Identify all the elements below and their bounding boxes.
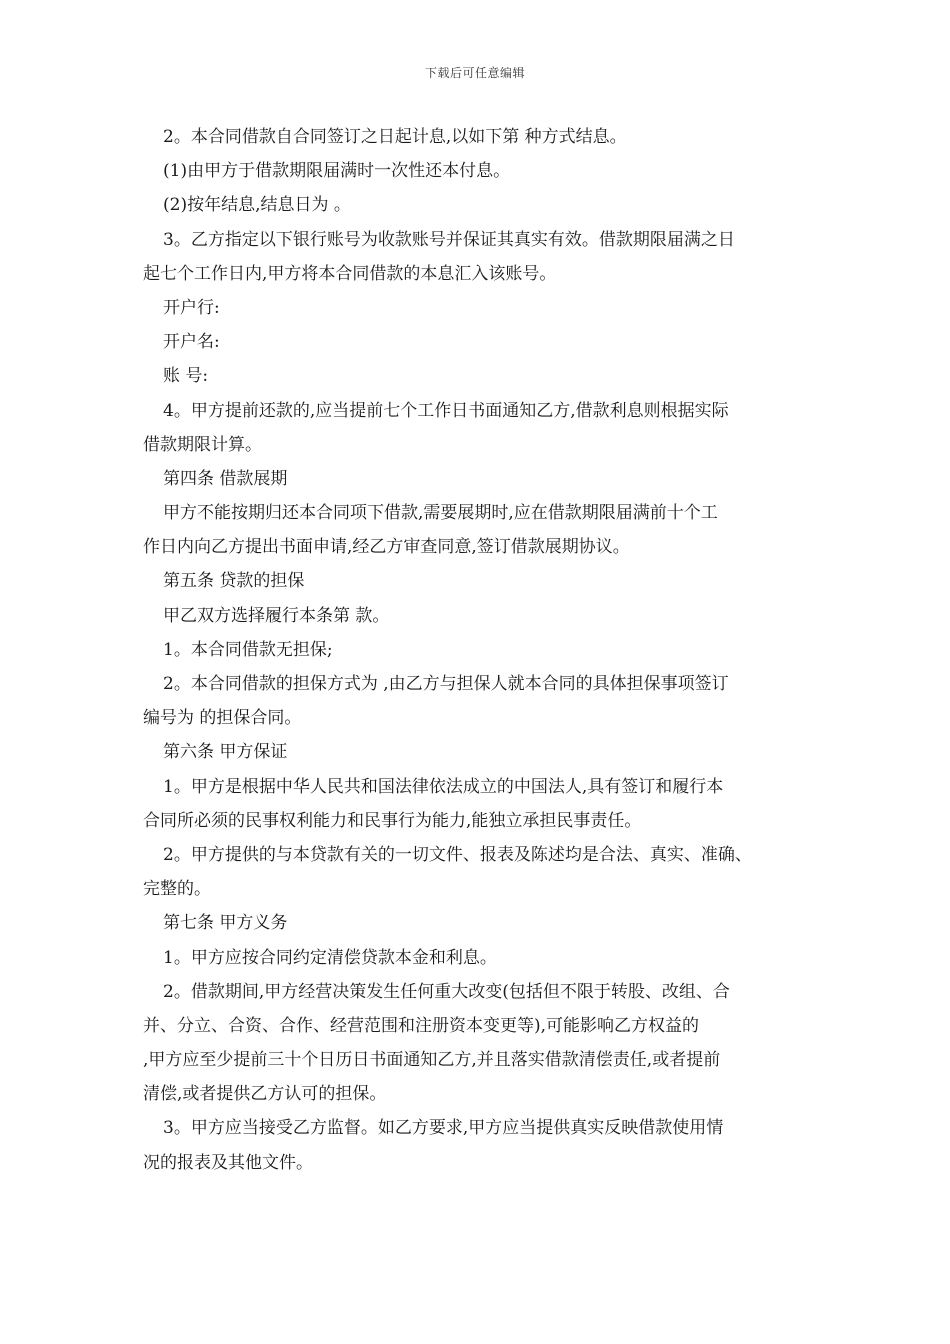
paragraph-line: 2。甲方提供的与本贷款有关的一切文件、报表及陈述均是合法、真实、准确、 xyxy=(163,844,752,865)
paragraph-line: 起七个工作日内,甲方将本合同借款的本息汇入该账号。 xyxy=(143,263,557,284)
paragraph-line: 3。乙方指定以下银行账号为收款账号并保证其真实有效。借款期限届满之日 xyxy=(163,229,735,250)
account-bank-label: 开户行: xyxy=(163,297,220,318)
paragraph-line: 1。甲方应按合同约定清偿贷款本金和利息。 xyxy=(163,947,497,968)
paragraph-line: 完整的。 xyxy=(143,879,211,900)
paragraph-line: 甲方不能按期归还本合同项下借款,需要展期时,应在借款期限届满前十个工 xyxy=(163,503,718,524)
paragraph-line: 1。本合同借款无担保; xyxy=(163,639,333,660)
paragraph-line: 4。甲方提前还款的,应当提前七个工作日书面通知乙方,借款利息则根据实际 xyxy=(163,400,729,421)
paragraph-line: 甲乙双方选择履行本条第 款。 xyxy=(163,605,390,626)
article-heading: 第六条 甲方保证 xyxy=(163,742,288,763)
paragraph-line: 2。借款期间,甲方经营决策发生任何重大改变(包括但不限于转股、改组、合 xyxy=(163,981,730,1002)
paragraph-line: 并、分立、合资、合作、经营范围和注册资本变更等),可能影响乙方权益的 xyxy=(143,1015,700,1036)
paragraph-line: 编号为 的担保合同。 xyxy=(143,708,302,729)
paragraph-line: 清偿,或者提供乙方认可的担保。 xyxy=(143,1084,387,1105)
paragraph-line: 3。甲方应当接受乙方监督。如乙方要求,甲方应当提供真实反映借款使用情 xyxy=(163,1118,724,1139)
paragraph-line: 1。甲方是根据中华人民共和国法律依法成立的中国法人,具有签订和履行本 xyxy=(163,776,724,797)
paragraph-line: (1)由甲方于借款期限届满时一次性还本付息。 xyxy=(163,161,511,182)
article-heading: 第五条 贷款的担保 xyxy=(163,571,305,592)
document-body xyxy=(143,120,823,1180)
paragraph-line: 2。本合同借款自合同签订之日起计息,以如下第 种方式结息。 xyxy=(163,127,627,147)
paragraph-line: 况的报表及其他文件。 xyxy=(143,1152,313,1173)
paragraph-line: (2)按年结息,结息日为 。 xyxy=(163,195,351,216)
paragraph-line: 合同所必须的民事权利能力和民事行为能力,能独立承担民事责任。 xyxy=(143,810,642,831)
account-number-label: 账 号: xyxy=(163,366,209,387)
paragraph-line: 作日内向乙方提出书面申请,经乙方审查同意,签订借款展期协议。 xyxy=(143,537,630,558)
account-name-label: 开户名: xyxy=(163,332,220,353)
page-header: 下载后可任意编辑 xyxy=(424,66,525,80)
article-heading: 第四条 借款展期 xyxy=(163,468,288,489)
paragraph-line: ,甲方应至少提前三十个日历日书面通知乙方,并且落实借款清偿责任,或者提前 xyxy=(143,1050,721,1071)
article-heading: 第七条 甲方义务 xyxy=(163,913,288,934)
paragraph-line: 借款期限计算。 xyxy=(143,434,262,455)
paragraph-line: 2。本合同借款的担保方式为 ,由乙方与担保人就本合同的具体担保事项签订 xyxy=(163,674,729,694)
